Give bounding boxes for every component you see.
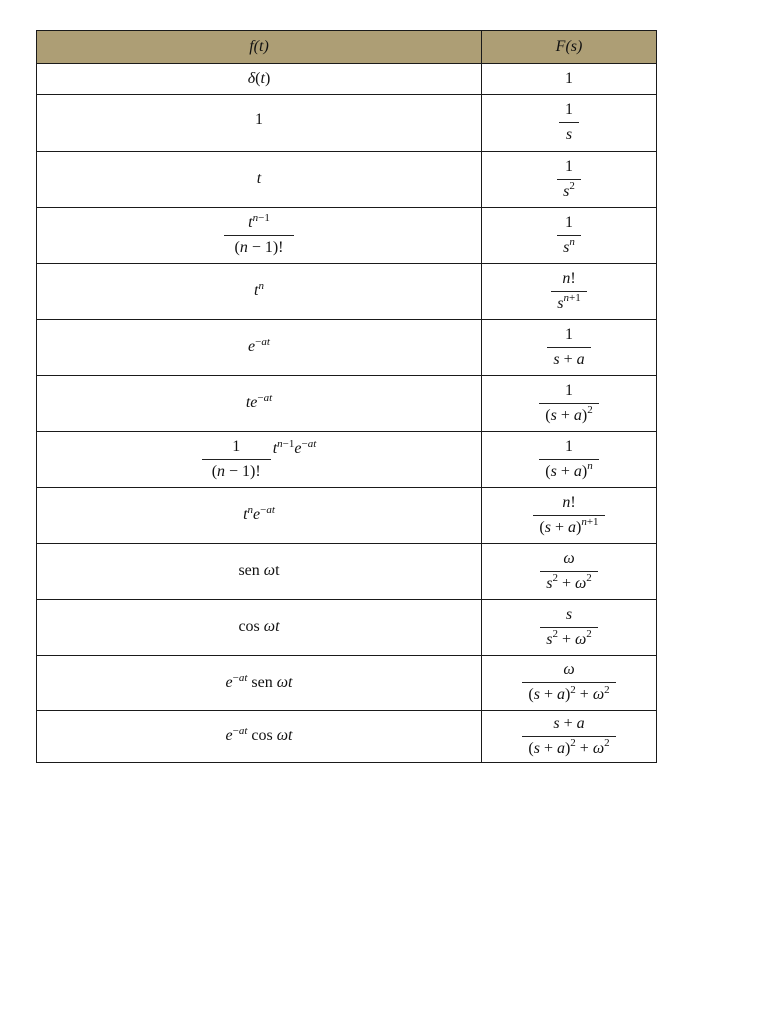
fs-cell: $\frac{\omega}{(s + a)^2 + \omega^2}$ bbox=[482, 656, 657, 711]
fs-cell: $\frac{1}{s}$ bbox=[482, 95, 657, 152]
column-header-ft: f(t) bbox=[37, 31, 482, 64]
ft-cell: $\frac{t^{n-1}}{(n - 1)!}$ bbox=[37, 208, 482, 264]
ft-cell: $te^{-at}$ bbox=[37, 376, 482, 432]
fs-cell: $\frac{n!}{(s + a)^{n+1}}$ bbox=[482, 488, 657, 544]
ft-cell: sen ωt bbox=[37, 544, 482, 600]
table-row bbox=[37, 64, 657, 95]
table-row bbox=[37, 376, 657, 432]
table-row bbox=[37, 208, 657, 264]
ft-cell: $t^n$ bbox=[37, 264, 482, 320]
ft-cell: $e^{-at}$ bbox=[37, 320, 482, 376]
table-row bbox=[37, 264, 657, 320]
table-row bbox=[37, 320, 657, 376]
table-row bbox=[37, 600, 657, 656]
table-row bbox=[37, 95, 657, 152]
fs-cell: $\frac{s + a}{(s + a)^2 + \omega^2}$ bbox=[482, 711, 657, 763]
column-header-fs: F(s) bbox=[482, 31, 657, 64]
ft-cell: t bbox=[37, 152, 482, 208]
fs-cell: $\frac{s}{s^2 + \omega^2}$ bbox=[482, 600, 657, 656]
table-row bbox=[37, 432, 657, 488]
fs-cell: $\frac{1}{(s + a)^2}$ bbox=[482, 376, 657, 432]
table-header-row bbox=[37, 31, 657, 64]
table-row bbox=[37, 656, 657, 711]
ft-cell: δ(t) bbox=[37, 64, 482, 95]
laplace-transform-table bbox=[36, 30, 657, 763]
fs-cell: 1 bbox=[482, 64, 657, 95]
fs-cell: $\frac{1}{s + a}$ bbox=[482, 320, 657, 376]
fs-cell: $\frac{1}{s^2}$ bbox=[482, 152, 657, 208]
fs-cell: $\frac{1}{(s + a)^n}$ bbox=[482, 432, 657, 488]
ft-cell: cos ωt bbox=[37, 600, 482, 656]
ft-cell: 1 bbox=[37, 95, 482, 152]
ft-cell: $\frac{1}{(n - 1)!}$ $t^{n-1}e^{-at}$ bbox=[37, 432, 482, 488]
ft-cell: $t^ne^{-at}$ bbox=[37, 488, 482, 544]
table-row bbox=[37, 488, 657, 544]
table-row bbox=[37, 711, 657, 763]
ft-cell: $e^{-at}$ sen ωt bbox=[37, 656, 482, 711]
fs-cell: $\frac{n!}{s^{n+1}}$ bbox=[482, 264, 657, 320]
ft-cell: $e^{-at}$ cos ωt bbox=[37, 711, 482, 763]
fs-cell: $\frac{1}{s^n}$ bbox=[482, 208, 657, 264]
fs-cell: $\frac{\omega}{s^2 + \omega^2}$ bbox=[482, 544, 657, 600]
table-row bbox=[37, 152, 657, 208]
table-row bbox=[37, 544, 657, 600]
